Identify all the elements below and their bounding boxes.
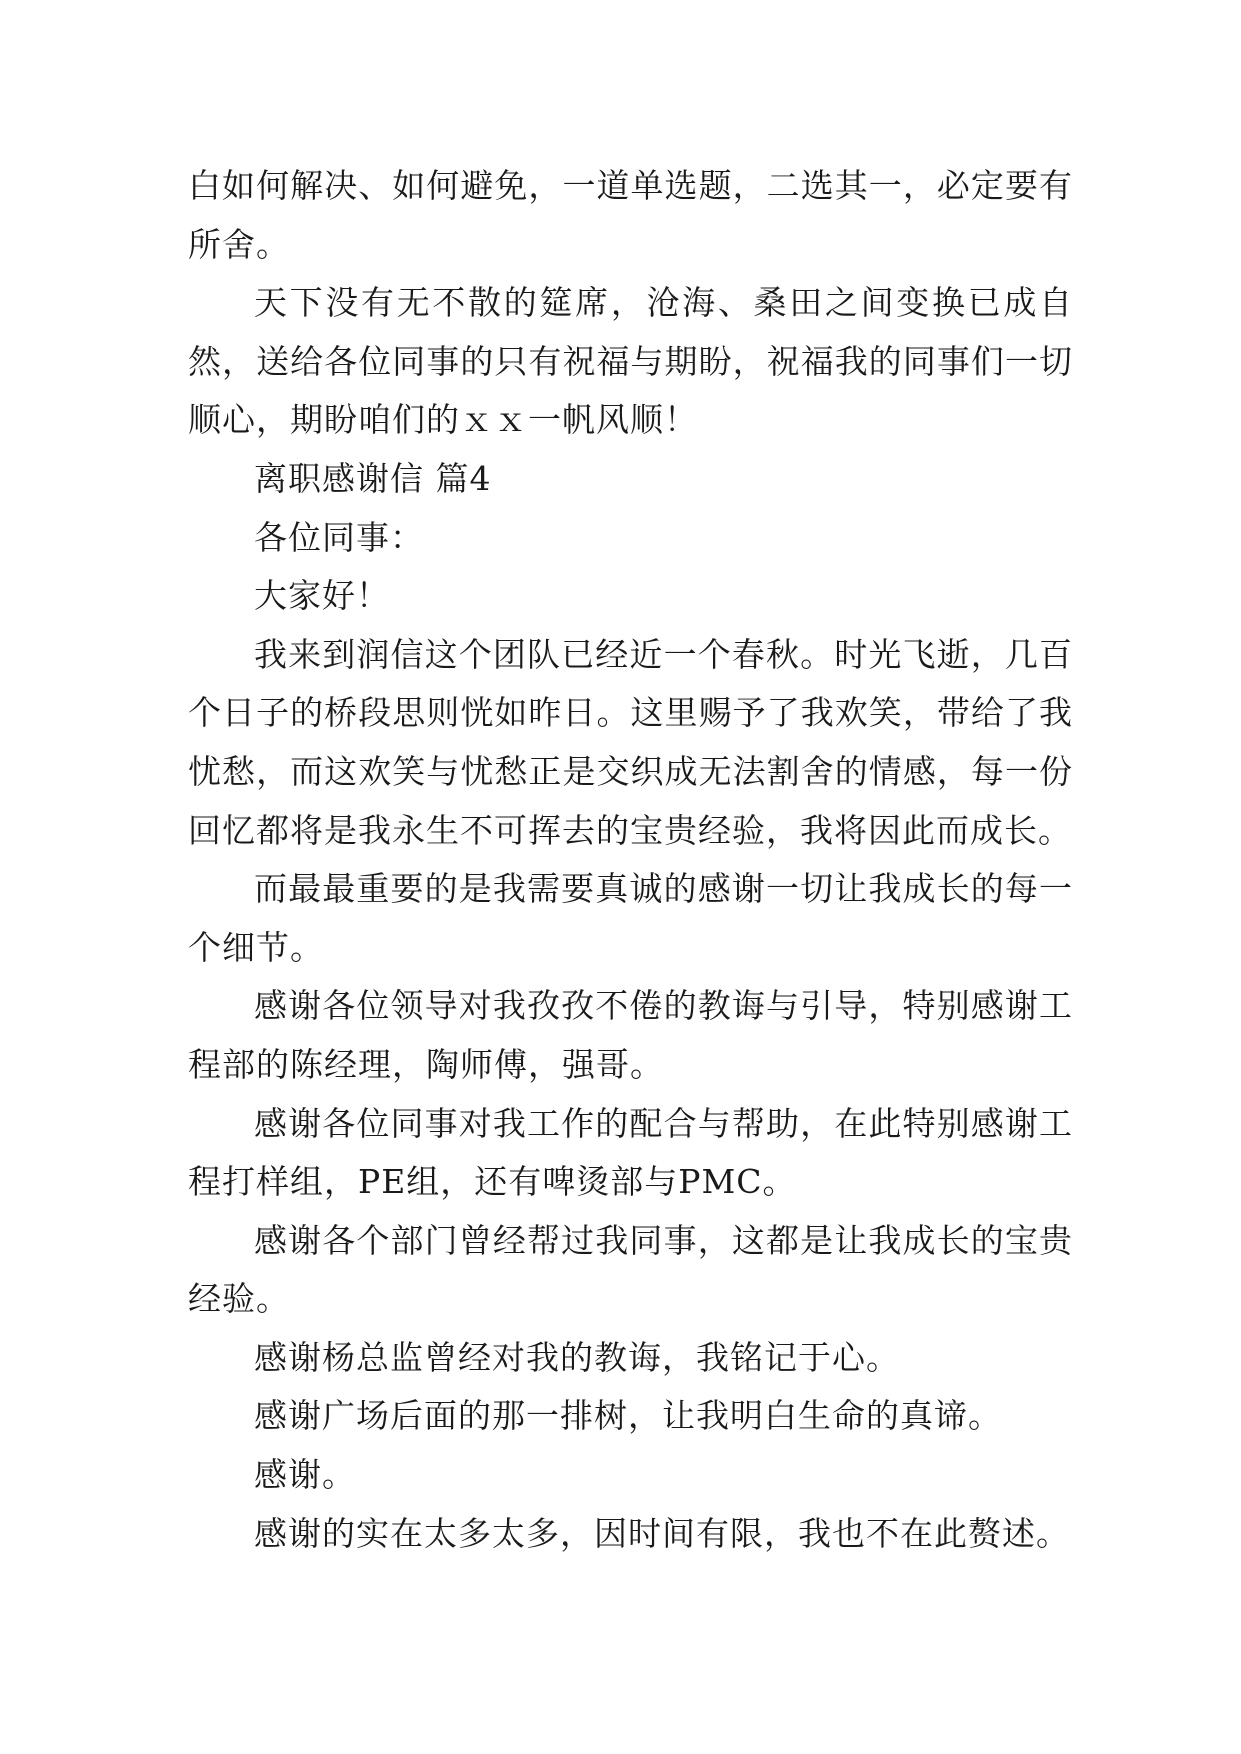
paragraph-most-important: 而最最重要的是我需要真诚的感谢一切让我成长的每一个细节。: [188, 869, 1073, 967]
paragraph-thanks-trees: 感谢广场后面的那一排树，让我明白生命的真谛。: [254, 1396, 1002, 1436]
letter-body: [188, 157, 1073, 1563]
paragraph-thanks-short: 感谢。: [254, 1455, 356, 1495]
paragraph-thanks-leaders: 感谢各位领导对我孜孜不倦的教诲与引导，特别感谢工程部的陈经理，陶师傅，强哥。: [188, 986, 1073, 1084]
paragraph-closing: 感谢的实在太多太多，因时间有限，我也不在此赘述。: [254, 1513, 1070, 1553]
paragraph-thanks-colleagues: 感谢各位同事对我工作的配合与帮助，在此特别感谢工程打样组，PE组，还有啤烫部与PMC。: [188, 1103, 1073, 1202]
greeting: 大家好！: [254, 576, 390, 616]
paragraph-thanks-director: 感谢杨总监曾经对我的教诲，我铭记于心。: [254, 1337, 900, 1377]
paragraph-farewell: 天下没有无不散的筵席，沧海、桑田之间变换已成自然，送给各位同事的只有祝福与期盼，祝福我的同事们一切顺心，期盼咱们的ｘｘ一帆风顺！: [188, 283, 1073, 440]
paragraph-continued: 白如何解决、如何避免，一道单选题，二选其一，必定要有所舍。: [188, 166, 1073, 264]
section-heading: 离职感谢信 篇4: [254, 458, 492, 498]
paragraph-intro: 我来到润信这个团队已经近一个春秋。时光飞逝，几百个日子的桥段思则恍如昨日。这里赐予了我欢笑，带给了我忧愁，而这欢笑与忧愁正是交织成无法割舍的情感，每一份回忆都将是我永生不可挥去的宝贵经验，我将因此而成长。: [188, 634, 1073, 850]
salutation: 各位同事：: [254, 517, 424, 557]
paragraph-thanks-departments: 感谢各个部门曾经帮过我同事，这都是让我成长的宝贵经验。: [188, 1220, 1073, 1319]
